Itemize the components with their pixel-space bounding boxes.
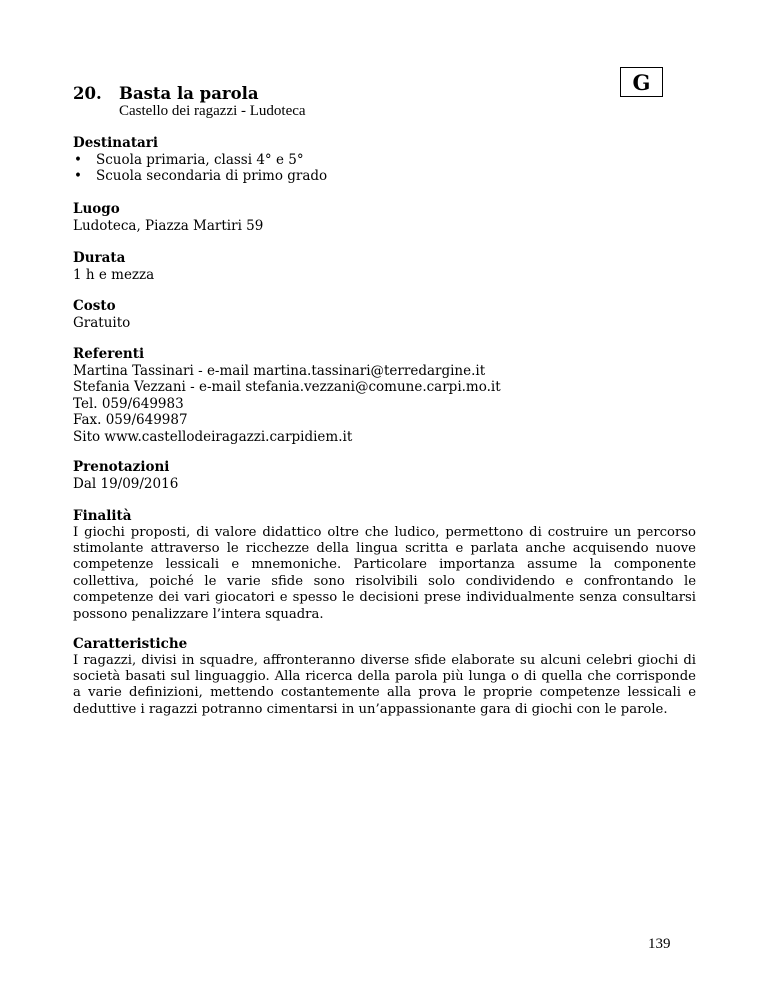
section-heading: Luogo: [73, 201, 120, 217]
page-number: 139: [648, 936, 671, 952]
list-item: • Scuola secondaria di primo grado: [74, 168, 328, 184]
audience-list: [73, 152, 327, 185]
section-heading: Referenti: [73, 346, 145, 362]
section-prenotazioni: [73, 459, 178, 492]
contact-line: Sito www.castellodeiragazzi.carpidiem.it: [73, 428, 353, 445]
contact-line: Fax. 059/649987: [73, 412, 188, 428]
contact-line: Tel. 059/649983: [73, 395, 184, 412]
section-luogo: [73, 201, 263, 234]
section-costo: [73, 298, 130, 331]
section-text: Dal 19/09/2016: [73, 475, 179, 492]
section-text: 1 h e mezza: [73, 266, 155, 283]
section-heading: Durata: [73, 250, 126, 266]
section-text: Ludoteca, Piazza Martiri 59: [73, 217, 264, 234]
section-text: Gratuito: [73, 314, 131, 331]
section-destinatari: [73, 135, 327, 185]
section-heading: Costo: [73, 298, 116, 314]
section-referenti: [73, 346, 501, 445]
contact-line: Martina Tassinari - e-mail martina.tassinari@terredargine.it: [73, 362, 486, 379]
contact-line: Stefania Vezzani - e-mail stefania.vezzani@comune.carpi.mo.it: [73, 379, 501, 395]
section-heading: Caratteristiche: [73, 636, 188, 652]
bullet-icon: •: [74, 151, 82, 168]
category-badge: G: [620, 67, 663, 97]
section-finalita: [73, 508, 696, 623]
section-caratteristiche: [73, 636, 696, 718]
section-paragraph: I ragazzi, divisi in squadre, affronteranno diverse sfide elaborate su alcuni celebri giochi di società basati sul linguaggio. Alla ricerca della parola più lunga o di quella che corrisponde a varie definizioni, mettendo costantemente alla prova le proprie competenze lessicali e deduttive i ragazzi potranno cimentarsi in un’appassionante gara di giochi con le parole.: [73, 652, 696, 717]
bullet-icon: •: [74, 168, 82, 184]
entry-number: 20.: [73, 84, 102, 103]
section-heading: Destinatari: [73, 135, 159, 151]
list-item: • Scuola primaria, classi 4° e 5°: [74, 151, 304, 168]
section-heading: Prenotazioni: [73, 459, 170, 475]
entry-subtitle: Castello dei ragazzi - Ludoteca: [119, 103, 306, 119]
section-heading: Finalità: [73, 508, 132, 524]
section-durata: [73, 250, 154, 283]
entry-title: Basta la parola: [119, 84, 259, 103]
section-paragraph: I giochi proposti, di valore didattico oltre che ludico, permettono di costruire un percorso stimolante attraverso le ricchezze della lingua scritta e parlata anche acquisendo nuove competenze lessicali e mnemoniche. Particolare importanza assume la componente collettiva, poiché le varie sfide sono risolvibili solo condividendo e confrontando le competenze dei vari giocatori e spesso le decisioni prese individualmente senza consultarsi possono penalizzare l’intera squadra.: [73, 524, 696, 622]
page-title: [73, 84, 259, 104]
